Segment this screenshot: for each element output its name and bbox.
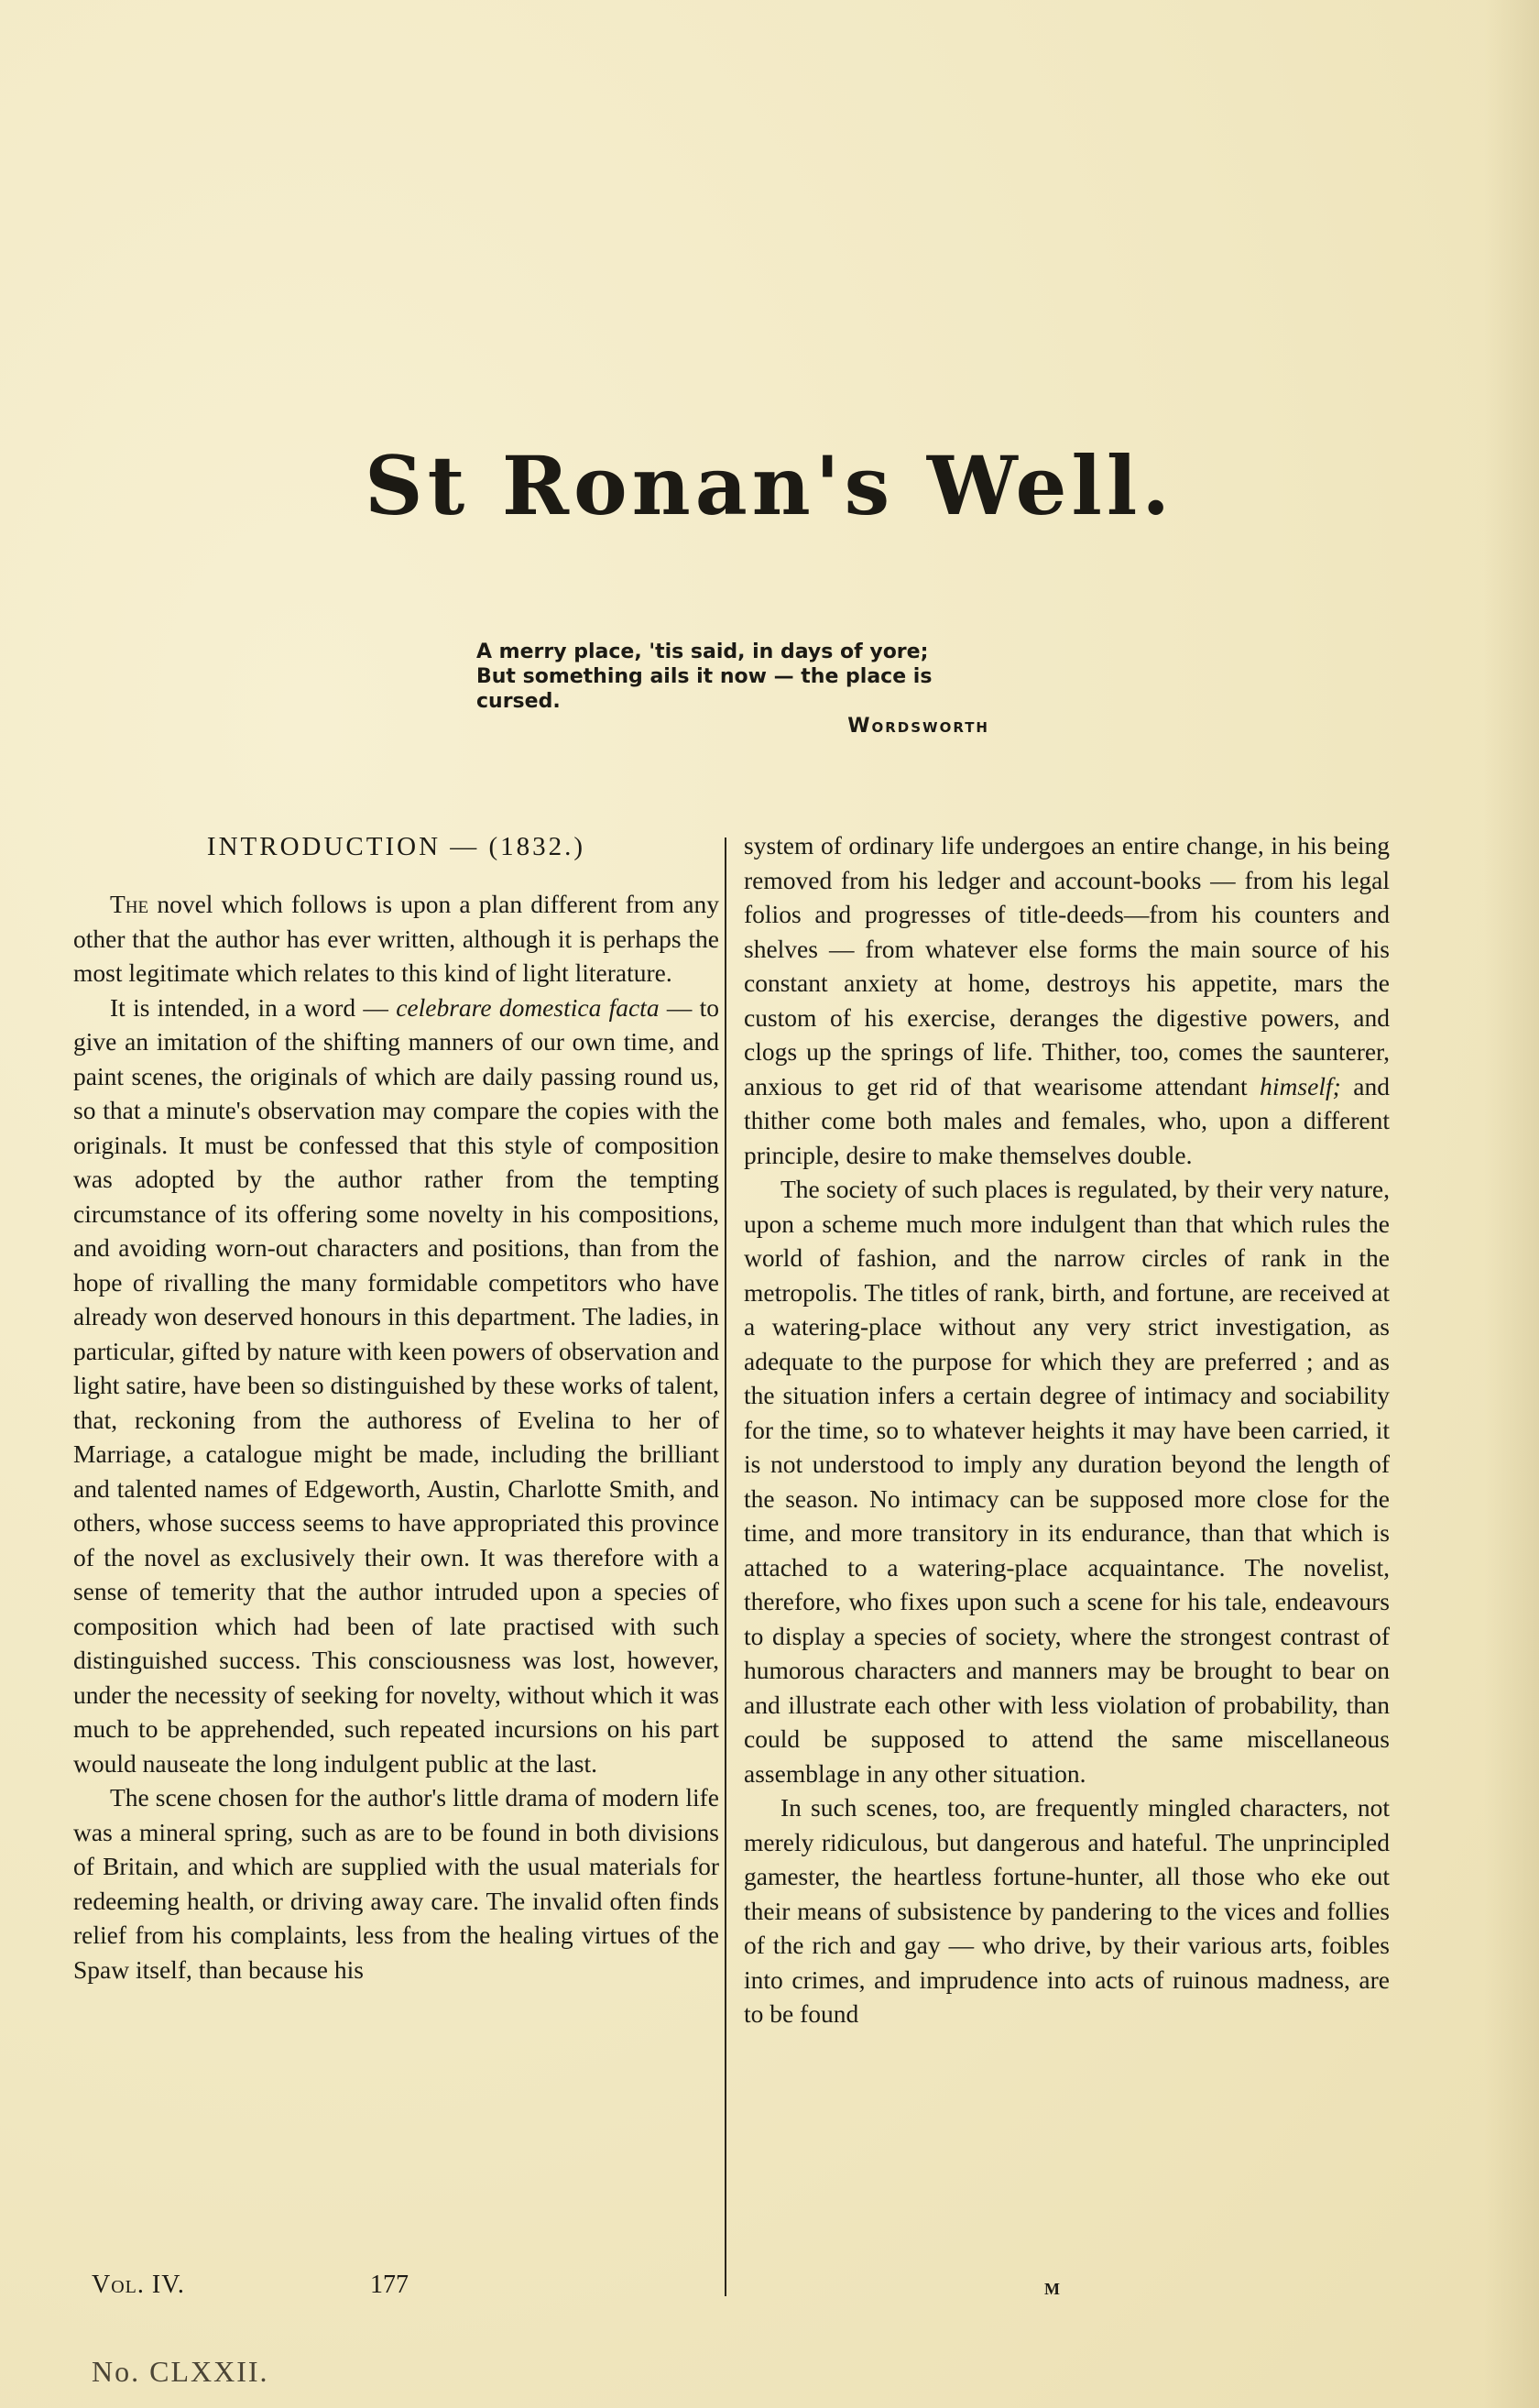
paragraph-4 — [744, 828, 1390, 1172]
italic-word: himself; — [1260, 1071, 1341, 1100]
epigraph-author: Wordsworth — [847, 715, 989, 738]
column-divider — [725, 837, 726, 2296]
epigraph-line-1: A merry place, 'tis said, in days of yore; — [476, 640, 929, 663]
issue-number: No. CLXXII. — [92, 2355, 269, 2388]
page-edge-shading — [1484, 0, 1539, 2408]
volume-label: Vol. IV. — [92, 2271, 185, 2299]
signature-mark: M — [1044, 2280, 1060, 2298]
paragraph-2 — [73, 991, 719, 1781]
paragraph-4-text-a: system of ordinary life undergoes an entire change, in his being removed from his ledger and account-books — from his legal folios and progresses of title-deeds—from his counters and shelves — from whatever else forms the main source of his constant anxiety at home, destroys his appetite, mars the custom of his exercise, deranges the digestive powers, and clogs up the springs of life. Thither, too, comes the saunterer, anxious to get rid of that wearisome attendant — [744, 831, 1390, 1100]
epigraph-line-2: But something ails it now — the place is cursed. — [476, 665, 933, 713]
paragraph-2-text-b: — to give an imitation of the shifting manners of our own time, and paint scenes, the originals of which are daily passing round us, so that a minute's observation may compare the copies with the originals. It must be confessed that this style of composition was adopted by the author rather from the tempting circumstance of its offering some novelty in his compositions, and avoiding worn-out characters and positions, than from the hope of rivalling the many formidable competitors who have already won deserved honours in this department. The ladies, in particular, gifted by nature with keen powers of observation and light satire, have been so distinguished by these works of talent, that, reckoning from the authoress of Evelina to her of Marriage, a catalogue might be made, including the brilliant and talented names of Edgeworth, Austin, Charlotte Smith, and others, whose success seems to have appropriated this province of the novel as exclusively their own. It was therefore with a sense of temerity that the author intruded upon a species of composition which had been of late practised with such distinguished success. This consciousness was lost, however, under the necessity of seeking for novelty, without which it was much to be apprehended, such repeated incursions on his part would nauseate the long indulgent public at the last. — [73, 992, 720, 1778]
right-column — [744, 828, 1390, 2031]
epigraph — [476, 640, 989, 739]
page-number: 177 — [370, 2271, 409, 2299]
paragraph-2-text-a: It is intended, in a word — — [110, 992, 397, 1022]
paragraph-5: The society of such places is regulated, by their very nature, upon a scheme much more indulgent than that which rules the world of fashion, and the narrow circles of rank in the metropolis. The titles of rank, birth, and fortune, are received at a watering-place without any very strict investigation, as adequate to the purpose for which they are preferred ; and as the situation infers a certain degree of intimacy and sociability for the time, so to whatever heights it may have been carried, it is not understood to imply any duration beyond the length of the season. No intimacy can be supposed more close for the time, and more transitory in its endurance, than that which is attached to a watering-place acquaintance. The novelist, therefore, who fixes upon such a scene for his tale, endeavours to display a species of society, where the strongest contrast of humorous characters and manners may be brought to bear on and illustrate each other with less violation of probability, than could be supposed to attend the same miscellaneous assemblage in any other situation. — [744, 1175, 1390, 1788]
paragraph-6: In such scenes, too, are frequently mingled characters, not merely ridiculous, but dangerous and hateful. The unprincipled gamester, the heartless fortune-hunter, all those who eke out their means of subsistence by pandering to the vices and follies of the rich and gay — who drive, by their various arts, foibles into crimes, and imprudence into acts of ruinous madness, are to be found — [744, 1793, 1390, 2028]
latin-phrase: celebrare domestica facta — [396, 992, 660, 1022]
paragraph-4-text-b: and thither come both males and females, who, upon a different principle, desire to make themselves double. — [744, 1071, 1390, 1169]
paragraph-1-text: novel which follows is upon a plan different from any other that the author has ever written, although it is perhaps the most legitimate which relates to this kind of light literature. — [73, 890, 719, 987]
page-title: St Ronan's Well. — [365, 438, 1174, 533]
left-column — [73, 828, 719, 1987]
paragraph-3: The scene chosen for the author's little drama of modern life was a mineral spring, such as are to be found in both divisions of Britain, and which are supplied with the usual materials for redeeming health, or driving away care. The invalid often finds relief from his complaints, less from the healing virtues of the Spaw itself, than because his — [73, 1783, 719, 1984]
paragraph-1 — [73, 887, 719, 991]
section-heading: INTRODUCTION — (1832.) — [206, 832, 586, 861]
paragraph-lead-word: The — [110, 890, 149, 918]
